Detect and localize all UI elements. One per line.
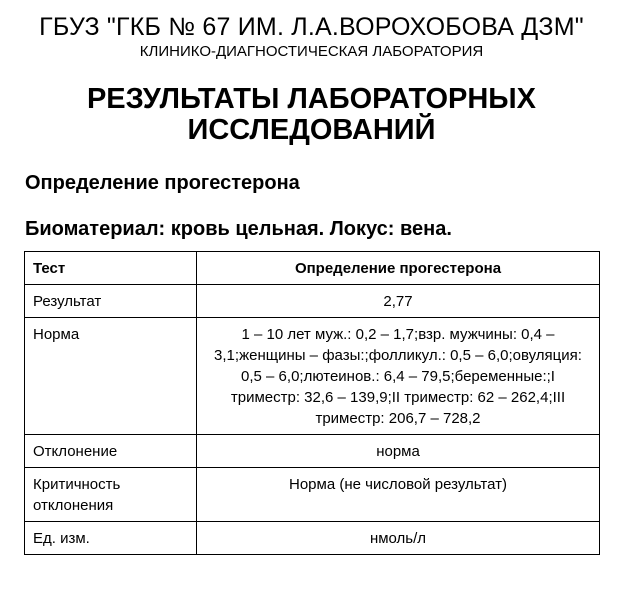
row-label-unit: Ед. изм. [25, 522, 197, 555]
row-value-deviation: норма [197, 435, 600, 468]
row-label-norm: Норма [25, 318, 197, 435]
page-title: РЕЗУЛЬТАТЫ ЛАБОРАТОРНЫХ ИССЛЕДОВАНИЙ [86, 83, 537, 146]
row-value-norm: 1 – 10 лет муж.: 0,2 – 1,7;взр. мужчины: 0,4 – 3,1;женщины – фазы:;фолликул.: 0,5 – 6,0;овуляция: 0,5 – 6,0;лютеинов.: 6,4 – 79,5;беременные:;I триместр: 32,6 – 139,9;II триместр: 62 – 262,4;III триместр: 206,7 – 728,2 [197, 318, 600, 435]
row-value-criticality: Норма (не числовой результат) [197, 468, 600, 522]
biomaterial-line: Биоматериал: кровь цельная. Локус: вена. [25, 218, 452, 240]
header-value-cell: Определение прогестерона [197, 252, 600, 285]
organization-name: ГБУЗ "ГКБ № 67 ИМ. Л.А.ВОРОХОБОВА ДЗМ" [39, 13, 584, 41]
test-heading: Определение прогестерона [25, 172, 300, 194]
table-row [25, 285, 600, 318]
row-value-unit: нмоль/л [197, 522, 600, 555]
table-row [25, 522, 600, 555]
row-label-deviation: Отклонение [25, 435, 197, 468]
table-row [25, 318, 600, 435]
header-label-cell: Тест [25, 252, 197, 285]
table-row [25, 468, 600, 522]
row-label-criticality: Критичность отклонения [25, 468, 197, 522]
row-value-result: 2,77 [197, 285, 600, 318]
table-header-row [25, 252, 600, 285]
table-row [25, 435, 600, 468]
results-table [24, 251, 600, 555]
row-label-result: Результат [25, 285, 197, 318]
laboratory-name: КЛИНИКО-ДИАГНОСТИЧЕСКАЯ ЛАБОРАТОРИЯ [139, 43, 484, 60]
